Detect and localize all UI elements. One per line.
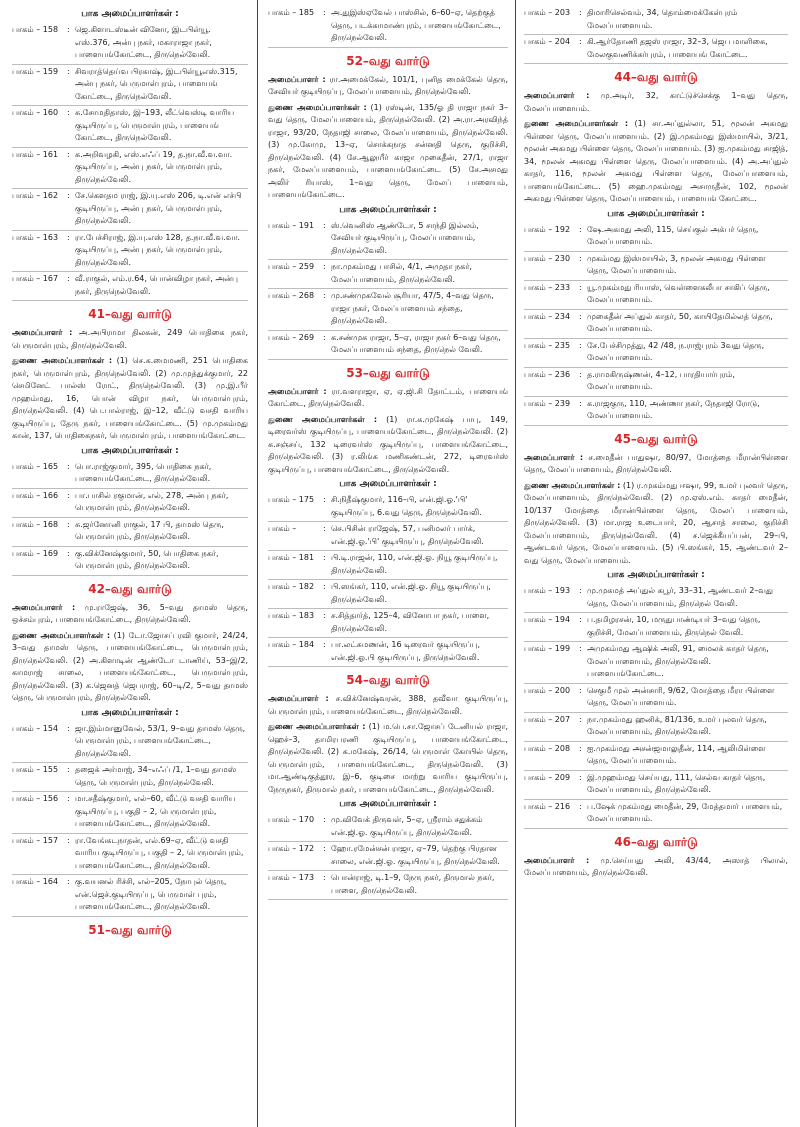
organizer-details: மு.அடிர், 32, காட்டுச்செக்கு 1–வது தெரு, மேலப்பாளையம். bbox=[524, 91, 788, 113]
role-label: அமைப்பாளர் : bbox=[12, 328, 73, 337]
separator-colon: : bbox=[579, 311, 582, 321]
organizer-details: (1) ர.முகம்மது ஈஷா, 99, உமர் புலவர் தெரு, மேலப்பாளையம், திருநெல்வேலி. (2) மு.ஏஸ்.எம். காதர் மைதீன், 10/137 மோத்தை மீரான்பிள்ளை தெரு, மேலப் பாளையம், திருநெல்வேலி. (3) மா.ராஜ உடையார், 20, ஆசாத் சாலை, குறிச்சி மேலப்பாளையம், திருநெல்வேலி. (4) ச.ஜெக்கீயப்பன், 29–பி, ஆண்டவர் தெரு, மேலப்பாளையம். (5) பி.ஸங்கர், 15, ஆண்டவர் 2–வது தெரு, மேலப்பாளையம். bbox=[524, 480, 788, 565]
column-1 bbox=[8, 6, 252, 1127]
role-label: துணை அமைப்பாளர்கள் : bbox=[268, 414, 378, 424]
booth-number: பாகம் – 184 bbox=[268, 640, 315, 649]
booth-organizer-address: பொ.ராஜ்குமார், 395, பொதிகை நகர், பாளையங்கோட்டை, திருநெல்வேலி. bbox=[75, 461, 212, 483]
booth-entry bbox=[268, 638, 508, 667]
separator-colon: : bbox=[67, 794, 70, 803]
section-subheading: பாக அமைப்பாளர்கள் : bbox=[81, 9, 179, 19]
booth-entry bbox=[524, 584, 788, 613]
separator-colon: : bbox=[323, 611, 326, 620]
booth-organizer-address: கு.விக்னேஷ்குமார், 50, பொதிகை நகர், பெருமாள்புரம், திருநெல்வேலி. bbox=[75, 548, 219, 570]
organizer-paragraph bbox=[524, 855, 788, 880]
booth-organizer-address: கி.ஆர்தோணி தஜஸ் ராஜா, 32–3, ஜெப மாளிகை, மேலகுவணிக்கர்புரம், பாளையங் கோட்டை. bbox=[587, 37, 768, 59]
role-label: அமைப்பாளர் : bbox=[524, 855, 590, 865]
ward-heading: 45–வது வார்டு bbox=[614, 431, 698, 446]
booth-entry bbox=[268, 522, 508, 551]
booth-entry bbox=[524, 252, 788, 281]
booth-number: பாகம் – 235 bbox=[524, 340, 571, 350]
booth-organizer-address: சிவராத்தெய்வ பிரகாஷ், இடபிள்யூஎஸ்.315, அன்பு நகர், பெருமாள்புரம், பாளையங் கோட்டை, திருநெல்வேலி. bbox=[75, 66, 238, 101]
ward-heading: 42–வது வார்டு bbox=[88, 581, 172, 596]
booth-organizer-address: மு.சண்முகவேல் சூரியா, 47/5, 4–வது தெரு, ராஜா நகர், மேலப்பாளையம் சந்தை, திருநெல்வேலி. bbox=[331, 291, 494, 325]
booth-number: பாகம் – 161 bbox=[12, 149, 59, 159]
booth-number: பாகம் – 203 bbox=[524, 8, 571, 17]
booth-entry bbox=[268, 871, 508, 900]
booth-entry bbox=[268, 551, 508, 580]
booth-entry bbox=[268, 260, 508, 289]
separator-colon: : bbox=[579, 743, 582, 753]
booth-number: பாகம் – 169 bbox=[12, 548, 59, 558]
booth-number: பாகம் – 172 bbox=[268, 844, 315, 853]
booth-number: பாகம் – 173 bbox=[268, 873, 315, 882]
role-label: துணை அமைப்பாளர்கள் : bbox=[524, 119, 629, 128]
separator-colon: : bbox=[323, 844, 326, 853]
column-3 bbox=[520, 6, 792, 1127]
booth-number: பாகம் – 269 bbox=[268, 332, 315, 342]
booth-number: பாகம் – 159 bbox=[12, 66, 59, 76]
separator-colon: : bbox=[323, 262, 326, 271]
separator-colon: : bbox=[67, 232, 70, 242]
separator-colon: : bbox=[579, 398, 582, 408]
booth-entry bbox=[524, 713, 788, 742]
booth-organizer-address: ப.தமிழரசன், 10, மருதுபாண்டியர் 3–வது தெரு, குறிச்சி, மேலப்பாளையம், திருநெல் வேலி. bbox=[587, 615, 761, 637]
role-label: அமைப்பாளர் : bbox=[524, 452, 584, 462]
separator-colon: : bbox=[323, 553, 326, 562]
booth-entry bbox=[524, 771, 788, 800]
separator-colon: : bbox=[67, 149, 70, 159]
booth-organizer-address: ஸ்.வெனிஸ் ஆண்டோ, 5 சாந்தி இல்லம், சேவியர் குடியிருப்பு, மேலப்பாளையம், திருநெல்வேலி. bbox=[331, 220, 479, 255]
ward-heading: 51–வது வார்டு bbox=[88, 922, 172, 937]
role-label: அமைப்பாளர் : bbox=[12, 602, 76, 612]
booth-entry bbox=[524, 613, 788, 642]
separator-colon: : bbox=[323, 8, 326, 17]
organizer-paragraph bbox=[524, 452, 788, 477]
booth-entry bbox=[12, 231, 248, 273]
booth-entry bbox=[12, 722, 248, 764]
role-label: துணை அமைப்பாளர்கள் : bbox=[268, 102, 367, 112]
booth-organizer-address: ஜா.இம்மானுவேல், 53/1, 9–வது தாமஸ் தெரு, பெருமாள்புரம், பாளையங்கோட்டை, திருநெல்வேலி. bbox=[75, 723, 246, 758]
booth-number: பாகம் – 193 bbox=[524, 586, 571, 595]
organizer-paragraph bbox=[524, 90, 788, 115]
organizer-details: ச.விக்னேஷ்வரன், 388, தவீவா குடியிருப்பு, பெருமாள்புரம், பாளையங்கோட்டை, திருநெல்வேலி. bbox=[268, 694, 508, 716]
booth-entry bbox=[12, 65, 248, 107]
booth-organizer-address: செகுமீ முல் அன்சாரி, 9/62, மோத்தை மீரா பிள்ளை தெரு, மேலப்பாளையம். bbox=[587, 685, 775, 707]
column-divider bbox=[257, 0, 258, 1127]
booth-organizer-address: மு.முகமத் அப்துல் கபூர், 33–31, ஆண்டவர் 2–வது தெரு, மேலப்பாளையம், திருநெல் வேலி. bbox=[587, 586, 773, 608]
booth-organizer-address: சு.ஜர்னோனி ராகுல், 17 பி, தாமஸ் தெரு, பெருமாள்புரம், திருநெல்வேலி. bbox=[75, 519, 224, 541]
separator-colon: : bbox=[579, 37, 582, 46]
booth-organizer-address: முகம்மது இஸ்மாயில், 3, மூலன் அகமது பிள்ளை தெரு, மேலப்பாளையம். bbox=[587, 253, 766, 275]
organizer-details: அ.அபிராமா திலகன், 249 பொதிகை நகர், பெருமாள்புரம், திருநெல்வேலி. bbox=[12, 328, 248, 350]
booth-number: பாகம் – 175 bbox=[268, 495, 315, 504]
ward-heading: 46–வது வார்டு bbox=[614, 834, 698, 849]
organizer-paragraph bbox=[268, 386, 508, 411]
organizer-details: (1) ரஸ்டின், 135/ஓ தி ராஜா நகர் 3–வது தெரு, மேலப்பாளையம், திருநெல்வேலி. (2) அ.ரா.அரவிந்த் ராஜா, 93/20, நேதாஜி சாலை, மேலப்பாளையம், திருநெல்வேலி. (3) மு.கோமு, 13–ஏ, சொக்கநாத சன்னதி தெரு, குறிச்சி, திருநெல்வேலி. (4) சே.ஆலுயீர் காஜா முகைதீன், 27/1, ராஜா நகர், மேலப்பாளையம், பாளையங்கோட்டை (5) சே.அசமது அலிர் ரியாஸ், 1–வது தெரு, மேலப் பாளையம், பாளையங்கோட்டை. bbox=[268, 102, 508, 199]
booth-entry bbox=[524, 368, 788, 397]
organizer-paragraph bbox=[268, 74, 508, 99]
organizer-paragraph bbox=[268, 721, 508, 796]
organizer-paragraph bbox=[12, 327, 248, 352]
booth-entry bbox=[268, 580, 508, 609]
booth-number: பாகம் – 165 bbox=[12, 461, 59, 471]
booth-organizer-address: த.ராமகிருஷ்ணன், 4–12, பாரதியார்புரம், மேலப்பாளையம். bbox=[587, 369, 735, 391]
organizer-details: (1) சா.அப்துல்லா, 51, மூலன் அகமது பிள்ளை தெரு, மேலப்பாளையம். (2) இ.முகம்மது இஸ்மாயில், 3/21, மூலன் அகமது பிள்ளை தெரு, மேலப்பாளையம். (3) ஐ.முகம்மது சாஜித், 34, மூலன் அகமது பிள்ளை தெரு, மேலப்பாளையம். (4) அ.அப்துல் காதர், 116, மூலன் அகமது பிள்ளை தெரு, மேலப்பாளையம், பாளையங்கோட்டை. (5) ஹை.முகம்மது அசாருதீன், 102, மூலன் அகமது பிள்ளை தெரு, மேலப்பாளையம், பாளையங் கோட்டை. bbox=[524, 119, 788, 203]
booth-number: பாகம் – 207 bbox=[524, 714, 571, 724]
separator-colon: : bbox=[579, 615, 582, 624]
booth-number: பாகம் – 167 bbox=[12, 274, 59, 283]
organizer-details: (1) செ.க.மைமணி, 251 பொதிகை நகர், பெருமாள்புரம், திருநெல்வேலி. (2) மு.முத்துக்குமார், 22 செமினேட் பால்ஸ் ரோட், திருநெல்வேலி. (3) மு.இ.பீர் முஹம்மது, 16, பொன் விழா நகர், பெருமாள்புரம், திருநெல்வேலி. (4) பெ.பால்ராஜ், இ–12, வீட்டு வசதி வாரிய குடியிருப்பு, தேரு நகர், பாளையங்கோட்டை. (5) மு.முகம்மது கான், 137, பொதிகைநகர், பெருமாள்புரம், பாளையங்கோட்டை. bbox=[12, 356, 249, 440]
booth-entry bbox=[524, 35, 788, 64]
booth-organizer-address: செ.பிசின் ராஜேஷ், 57, பனிமலர் பார்க், என்.ஜி.ஓ.'பி' குடியிருப்பு, திருநெல்வேலி. bbox=[331, 524, 484, 546]
booth-organizer-address: அ.துஇஸ்ஏவேல் பாஸ்சில், 6–60–ஏ, தெற்குத் தெரு, படக்காமாண்புரம், பாளையங்கோட்டை, திருநெல்வேலி. bbox=[331, 8, 501, 42]
booth-organizer-address: தஜைக் அர்மாஜ், 34–எஃப் /1, 1–வது தாமஸ் தெரு, பெருமாள்புரம், திருநெல்வேலி. bbox=[75, 765, 237, 787]
section-subheading: பாக அமைப்பாளர்கள் : bbox=[607, 208, 705, 219]
booth-number: பாகம் – 268 bbox=[268, 291, 315, 300]
separator-colon: : bbox=[67, 66, 70, 76]
booth-number: பாகம் – 230 bbox=[524, 253, 571, 263]
booth-number: பாகம் – 170 bbox=[268, 815, 315, 824]
separator-colon: : bbox=[323, 291, 326, 300]
section-subheading: பாக அமைப்பாளர்கள் : bbox=[81, 445, 179, 456]
separator-colon: : bbox=[67, 723, 70, 733]
separator-colon: : bbox=[579, 644, 582, 653]
separator-colon: : bbox=[67, 108, 70, 117]
booth-entry bbox=[12, 460, 248, 489]
column-2 bbox=[264, 6, 512, 1127]
separator-colon: : bbox=[579, 253, 582, 263]
booth-organizer-address: சே.கௌதம ராஜ், இ.யு.எஸ் 206, டி.என் எச்பி குடியிருப்பு, அன்பு நகர், பெருமாள்புரம், திருநெல்வேலி. bbox=[75, 191, 242, 225]
booth-organizer-address: ஹோ.ரமேன்சன் ராஜா, ஏ–79, தெற்கு பிரதான சாலை, என்.ஜி.ஓ. குடியிருப்பு, திருநெல்வேலி. bbox=[331, 844, 500, 866]
booth-number: பாகம் – 156 bbox=[12, 794, 59, 803]
booth-entry bbox=[12, 148, 248, 190]
booth-number: பாகம் – 216 bbox=[524, 801, 571, 811]
organizer-details: (1) ம.பெ.சா.ஜோசப் டேனியல் ராஜா, ஹெச்–3, தாமிரபரணி குடியிருப்பு, பாளையங்கோட்டை, திருநெல்வேலி. (2) க.மகேஷ், 26/14, பெருமாள் கோயில் தெரு, பெருமாள்புரம், பாளையங்கோட்டை, திருநெல்வேலி. (3) மா.ஆண்டிகுத்தூர, இ–6, குடிசை மாற்று வாரிய குடியிருப்பு, நேருநகர், திருமால் நகர், பாளையங்கோட்டை, திருநெல்வேலி. bbox=[268, 722, 508, 794]
booth-entry bbox=[12, 547, 248, 576]
separator-colon: : bbox=[67, 877, 70, 886]
booth-number: பாகம் – 208 bbox=[524, 743, 571, 753]
booth-entry bbox=[12, 489, 248, 518]
section-subheading: பாக அமைப்பாளர்கள் : bbox=[339, 479, 437, 489]
booth-number: பாகம் – 199 bbox=[524, 644, 571, 653]
booth-entry bbox=[268, 493, 508, 522]
organizer-details: (1) ரா.க.முகேஷ் பாபு, 149, டிரைவர்ஸ் குடியிருப்பு, பாளையங்கோட்டை, திருநெல்வேலி. (2) க.சஞ்சய், 132 டிரைவர்ஸ் குடியிருப்பு, பாளையங்கோட்டை, திருநெல்வேலி. (3) ர.லிங்க மணிகண்டன், 272, டிரைவர்ஸ் குடியிருப்பு, பாளையங்கோட்டை, திருநெல்வேலி. bbox=[268, 414, 508, 474]
separator-colon: : bbox=[67, 548, 70, 558]
organizer-paragraph bbox=[12, 355, 248, 443]
booth-number: பாகம் – 158 bbox=[12, 25, 59, 34]
booth-organizer-address: க.ராஜகுரு, 110, அண்ணா நகர், நேதாஜி ரோடு, மேலப்பாளையம். bbox=[587, 398, 760, 420]
booth-entry bbox=[524, 281, 788, 310]
booth-organizer-address: யூ.முகம்மது ரியாஸ், வெள்ளைகலீபா சாகிப் தெரு, மேலப்பாளையம். bbox=[587, 282, 770, 304]
separator-colon: : bbox=[67, 191, 70, 200]
booth-entry bbox=[524, 223, 788, 252]
organizer-paragraph bbox=[524, 480, 788, 568]
role-label: அமைப்பாளர் : bbox=[268, 386, 327, 396]
booth-organizer-address: கு.வயனல் ரிச்சி, எல்–205, நோபுல் தெரு, என்.ஜெச்.குடியிருப்பு, பெருமாள் புரம், பாளையங்கோட்டை, திருநெல்வேலி. bbox=[75, 877, 227, 911]
booth-entry bbox=[524, 642, 788, 684]
booth-entry bbox=[12, 763, 248, 792]
booth-organizer-address: பா.லட்சுமணன், 16 டிரைவர் குடியிருப்பு, என்.ஜி.ஓ.பி குடியிருப்பு, திருநெல்வேலி. bbox=[331, 640, 481, 662]
booth-organizer-address: நா.முகம்மது ஹனிக், 81/136, உமர் புலவர் தெரு, மேலப்பாளையம், திருநெல்வேலி. bbox=[587, 714, 767, 736]
booth-organizer-address: மா.சதீஷ்குமார், எல்–60, வீட்டு வசதி வாரிய குடியிருப்பு, பகுதி – 2, பெருமாள்புரம், பாளையங்கோட்டை, திருநெல்வேலி. bbox=[75, 794, 236, 828]
booth-organizer-address: ரா.பேச்சிராஜ், இ.யு.எஸ் 128, த.நா.வீ.வ.வா. குடியிருப்பு, அன்பு நகர், பெருமாள்புரம், திருநெல்வேலி. bbox=[75, 232, 241, 267]
booth-entry bbox=[12, 23, 248, 65]
booth-number: பாகம் – 183 bbox=[268, 611, 315, 620]
separator-colon: : bbox=[579, 8, 582, 17]
separator-colon: : bbox=[579, 801, 582, 811]
booth-entry bbox=[268, 6, 508, 48]
column-divider bbox=[515, 0, 516, 1127]
separator-colon: : bbox=[323, 524, 326, 533]
booth-number: பாகம் – 155 bbox=[12, 765, 59, 774]
booth-number: பாகம் – 162 bbox=[12, 191, 59, 200]
booth-entry bbox=[524, 397, 788, 426]
separator-colon: : bbox=[579, 340, 582, 350]
organizer-paragraph bbox=[268, 414, 508, 477]
organizer-paragraph bbox=[12, 602, 248, 627]
section-subheading: பாக அமைப்பாளர்கள் : bbox=[607, 570, 705, 580]
booth-number: பாகம் – 154 bbox=[12, 723, 59, 733]
section-subheading: பாக அமைப்பாளர்கள் : bbox=[339, 799, 437, 809]
separator-colon: : bbox=[323, 220, 326, 230]
booth-organizer-address: க.சண்முக ராஜா, 5–ஏ, ராஜா நகர் 6–வது தெரு, மேலப்பாளையம் சந்தை, திருநெல் வேலி. bbox=[331, 332, 501, 354]
booth-organizer-address: அமுகம்மது ஆஷிக் அலி, 91, மைலக் காதர் தெரு, மேலப்பாளையம், திருநெல்வேலி. பாளையங்கோட்டை. bbox=[587, 644, 769, 678]
role-label: துணை அமைப்பாளர்கள் : bbox=[268, 722, 366, 731]
separator-colon: : bbox=[323, 873, 326, 882]
booth-organizer-address: ப.ஷேக் முகம்மது மைதீன், 29, மேத்தமார் பாளையம், மேலப்பாளையம். bbox=[587, 801, 783, 823]
separator-colon: : bbox=[579, 282, 582, 292]
booth-number: பாகம் – 239 bbox=[524, 398, 571, 408]
organizer-paragraph bbox=[268, 693, 508, 718]
booth-number: பாகம் – 164 bbox=[12, 877, 59, 886]
separator-colon: : bbox=[323, 640, 326, 649]
role-label: துணை அமைப்பாளர்கள் : bbox=[524, 480, 621, 490]
booth-organizer-address: ச.சித்தார்த், 125–4, வினோபா நகர், பாளை, திருநெல்வேலி. bbox=[331, 611, 490, 633]
ward-heading: 41–வது வார்டு bbox=[88, 307, 172, 321]
booth-number: பாகம் – bbox=[268, 524, 297, 533]
booth-entry bbox=[524, 684, 788, 713]
booth-entry bbox=[268, 813, 508, 842]
booth-number: பாகம் – 185 bbox=[268, 8, 315, 17]
organizer-paragraph bbox=[524, 118, 788, 206]
booth-entry bbox=[12, 875, 248, 917]
booth-organizer-address: சி.நிதீஷ்குமார், 116–பி, என்.ஜி.ஓ.'பி' குடியிருப்பு, 6.வது தெரு, திருநெல்வேலி. bbox=[331, 495, 482, 517]
separator-colon: : bbox=[579, 714, 582, 724]
booth-number: பாகம் – 163 bbox=[12, 232, 59, 242]
booth-entry bbox=[12, 189, 248, 231]
booth-number: பாகம் – 157 bbox=[12, 835, 59, 845]
booth-number: பாகம் – 209 bbox=[524, 772, 571, 782]
booth-number: பாகம் – 181 bbox=[268, 553, 315, 562]
role-label: துணை அமைப்பாளர்கள் : bbox=[12, 356, 113, 365]
booth-number: பாகம் – 191 bbox=[268, 220, 315, 230]
booth-number: பாகம் – 160 bbox=[12, 108, 59, 117]
booth-number: பாகம் – 192 bbox=[524, 224, 571, 234]
booth-organizer-address: சு.சோமதிதாஸ், இ–193, லீட்வெஸ்டி வாரிய குடியிருப்பு, பெருமாள்புரம், பாளையங் கோட்டை, திருநெல்வேலி. bbox=[75, 108, 235, 142]
booth-organizer-address: ரா.வேங்கடநாதன், எல்.69–ஏ, வீட்டு வசதி வாரிய குடியிருப்பு, பகுதி – 2, பெருமாள்புரம், பாளையங்கோட்டை, திருநெல்வேலி. bbox=[75, 835, 244, 870]
booth-number: பாகம் – 166 bbox=[12, 490, 59, 500]
organizer-details: ச.மைதீன் பாதுஷா, 80/97, மோத்தை மீரான்பிள்ளை தெரு, மேலப்பாளையம், திருநெல்வேலி. bbox=[524, 452, 789, 474]
booth-organizer-address: பி.ஸங்கர், 110, என்.ஜி.ஓ. நியூ குடியிருப்பு, திருநெல்வேலி. bbox=[331, 582, 491, 604]
booth-organizer-address: பி.டி.ராஜன், 110, என்.ஜி.ஓ. நியூ குடியிருப்பு, திருநெல்வேலி. bbox=[331, 553, 498, 575]
role-label: அமைப்பாளர் : bbox=[524, 91, 590, 100]
booth-entry bbox=[12, 834, 248, 876]
separator-colon: : bbox=[67, 274, 70, 283]
ward-heading: 53–வது வார்டு bbox=[346, 365, 430, 380]
booth-entry bbox=[268, 219, 508, 261]
booth-organizer-address: க.அறிவழகி, எஸ்.எஃப் 19, த.நா.வீ.வ.வா. குடியிருப்பு, அன்பு நகர், பெருமாள்புரம், திருநெல்வேலி. bbox=[75, 149, 233, 184]
organizer-paragraph bbox=[12, 630, 248, 705]
role-label: அமைப்பாளர் : bbox=[268, 694, 329, 703]
booth-number: பாகம் – 233 bbox=[524, 282, 571, 292]
booth-number: பாகம் – 204 bbox=[524, 37, 571, 46]
booth-entry bbox=[524, 742, 788, 771]
booth-number: பாகம் – 236 bbox=[524, 369, 571, 379]
booth-entry bbox=[268, 609, 508, 638]
organizer-details: (1) டோ.ஜோசப் ரவி குமார், 24/24, 3–வது தாமஸ் தெரு, பாளையங்கோட்டை, பெருமாள்புரம், திருநெல்வேலி. (2) அ.கிளாடின் ஆண்டோ டாணிய், 53–இ/2, காமராஜ் சாலை, பாளையங்கோட்டை, பெருமாள்புரம், திருநெல்வேலி. (3) க.ஜெனத் ஜெபராஜ், 60–டி/2, 5–வது தாமஸ் தெரு, பெருமாள்புரம், திருநெல்வேலி. bbox=[12, 630, 249, 702]
separator-colon: : bbox=[67, 519, 70, 529]
booth-organizer-address: முகைதீன் அப்துல் காதர், 50, காயிதேமில்லத் தெரு, மேலப்பாளையம். bbox=[587, 311, 773, 333]
booth-number: பாகம் – 194 bbox=[524, 615, 571, 624]
separator-colon: : bbox=[67, 461, 70, 471]
organizer-details: ரா.அமைக்கேல், 101/1, புனித மைக்கேல் தெரு, சேவியர் குடியிருப்பு, மேலப்பாளையம், திருநெல்வேலி. bbox=[268, 74, 509, 96]
booth-entry bbox=[268, 331, 508, 360]
booth-entry bbox=[524, 6, 788, 35]
organizer-paragraph bbox=[268, 102, 508, 202]
separator-colon: : bbox=[579, 685, 582, 695]
booth-entry bbox=[524, 310, 788, 339]
booth-organizer-address: திமாரிசெல்வம், 34, தொம்மைக்கேள்புரம் மேலப்பாளையம். bbox=[587, 8, 738, 30]
separator-colon: : bbox=[323, 332, 326, 342]
booth-organizer-address: ஜெ.கிளாடஸ்டீன் வினோ, இடபிள்யூ. எஸ்.376, அன்பு நகர், மகாராஜா நகர், பாளையங்கோட்டை, திருநெல்வேலி. bbox=[75, 25, 212, 59]
organizer-details: மு.செய்யது அலி, 43/44, அஸாத் பிலால், மேலப்பாளையம், திருநெல்வேலி. bbox=[524, 855, 789, 877]
separator-colon: : bbox=[323, 495, 326, 504]
separator-colon: : bbox=[67, 765, 70, 774]
booth-number: பாகம் – 234 bbox=[524, 311, 571, 321]
booth-entry bbox=[268, 289, 508, 331]
role-label: துணை அமைப்பாளர்கள் : bbox=[12, 630, 111, 640]
booth-organizer-address: நா.முகம்மது பாசில், 4/1, அமுதா நகர், மேலப்பாளையம், திருநெல்வேலி. bbox=[331, 262, 472, 284]
section-subheading: பாக அமைப்பாளர்கள் : bbox=[339, 204, 437, 215]
separator-colon: : bbox=[323, 815, 326, 824]
booth-organizer-address: பா.பாசில் ரகுமான், எல், 278, அன்பு நகர், பெருமாள்புரம், திருநெல்வேலி. bbox=[75, 490, 229, 512]
separator-colon: : bbox=[579, 369, 582, 379]
separator-colon: : bbox=[67, 835, 70, 845]
booth-entry bbox=[524, 800, 788, 829]
separator-colon: : bbox=[579, 772, 582, 782]
booth-entry bbox=[524, 339, 788, 368]
booth-number: பாகம் – 168 bbox=[12, 519, 59, 529]
booth-organizer-address: வீ.ராகுல், எம்.ர.64, பொன்விழா நகர், அன்பு நகர், திருநெல்வேலி. bbox=[75, 274, 238, 296]
separator-colon: : bbox=[579, 586, 582, 595]
booth-organizer-address: ஐ.முகம்மது அசன்ஜமாலுதீன், 114, ஆலிமிள்ளை தெரு, மேலப்பாளையம். bbox=[587, 743, 766, 765]
booth-number: பாகம் – 182 bbox=[268, 582, 315, 591]
booth-organizer-address: சே.பேச்சிமுத்து, 42 /48, ந.ராஜ்புரம் 3வது தெரு, மேலப்பாளையம். bbox=[587, 340, 765, 362]
ward-heading: 54–வது வார்டு bbox=[346, 673, 430, 687]
ward-heading: 44–வது வார்டு bbox=[614, 70, 698, 84]
booth-entry bbox=[12, 272, 248, 301]
separator-colon: : bbox=[579, 224, 582, 234]
booth-organizer-address: ஷே.அகமது அலி, 115, செய்குல் அக்பர் தெரு, மேலப்பாளையம். bbox=[587, 224, 759, 246]
organizer-details: மு.ராஜேஷ், 36, 5–வது தாமஸ் தெரு, ஒச்சம்புரம், பாளையங்கோட்டை, திருநெல்வேலி. bbox=[12, 602, 249, 624]
booth-organizer-address: மு.விவேக் திருவள், 5–ஏ, ஸ்ரீராம் சதுக்கம் என்.ஜி.ஓ. குடியிருப்பு, திருநெல்வேலி. bbox=[331, 815, 483, 837]
booth-organizer-address: பொன்ராஜ், டி.1–9, நேரு நகர், திருமால் நகர், பாளை, திருநெல்வேலி. bbox=[331, 873, 495, 895]
booth-organizer-address: இ.முஹம்மது செய்யது, 111, செல்வ காதர் தெரு, மேலப்பாளையம், திருநெல்வேலி. bbox=[587, 772, 766, 794]
section-subheading: பாக அமைப்பாளர்கள் : bbox=[81, 707, 179, 718]
booth-number: பாகம் – 259 bbox=[268, 262, 315, 271]
role-label: அமைப்பாளர் : bbox=[268, 74, 326, 84]
organizer-details: ரா.வளராஜா, ஏ, ஏ.ஜி.சி தோட்டம், பாளையங் கோட்டை, திருநெல்வேலி. bbox=[268, 386, 508, 408]
ward-heading: 52–வது வார்டு bbox=[346, 53, 430, 68]
separator-colon: : bbox=[323, 582, 326, 591]
booth-entry bbox=[12, 518, 248, 547]
separator-colon: : bbox=[67, 25, 70, 34]
booth-number: பாகம் – 200 bbox=[524, 685, 571, 695]
booth-entry bbox=[268, 842, 508, 871]
booth-entry bbox=[12, 106, 248, 148]
booth-entry bbox=[12, 792, 248, 834]
separator-colon: : bbox=[67, 490, 70, 500]
